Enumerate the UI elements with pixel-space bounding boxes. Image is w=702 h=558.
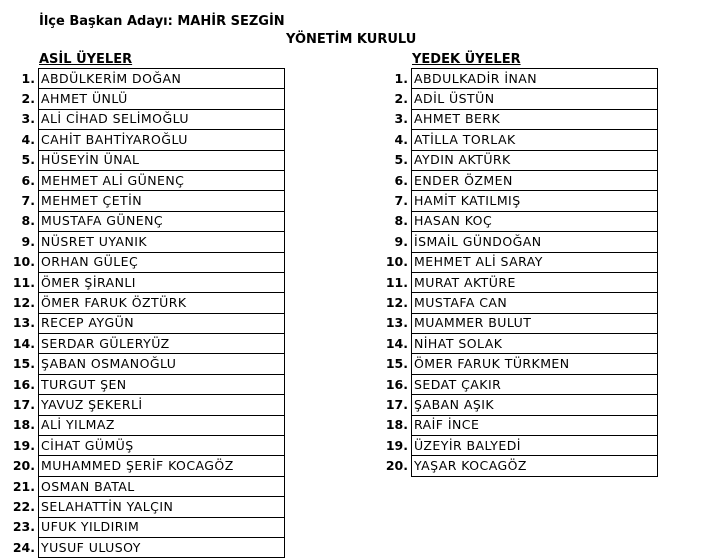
member-name: HASAN KOÇ	[412, 211, 658, 231]
member-row	[4, 313, 285, 333]
member-name: ABDULKADİR İNAN	[412, 69, 658, 89]
member-number: 14.	[385, 335, 408, 351]
member-number: 2.	[394, 91, 408, 107]
member-number: 8.	[21, 213, 35, 229]
member-row	[377, 211, 658, 231]
member-number: 1.	[394, 70, 408, 86]
member-name: ENDER ÖZMEN	[412, 170, 658, 190]
member-name: MEHMET ÇETİN	[39, 191, 285, 211]
member-row	[4, 293, 285, 313]
member-number: 6.	[21, 172, 35, 188]
member-row	[4, 191, 285, 211]
member-row	[377, 69, 658, 89]
member-name: ŞABAN OSMANOĞLU	[39, 354, 285, 374]
member-number: 9.	[21, 233, 35, 249]
member-number: 7.	[21, 193, 35, 209]
member-row	[377, 89, 658, 109]
member-name: ADİL ÜSTÜN	[412, 89, 658, 109]
member-row	[377, 395, 658, 415]
member-number: 2.	[21, 91, 35, 107]
member-row	[4, 211, 285, 231]
member-name: MUHAMMED ŞERİF KOCAGÖZ	[39, 456, 285, 476]
member-row	[4, 395, 285, 415]
member-name: OSMAN BATAL	[39, 476, 285, 496]
member-name: NİHAT SOLAK	[412, 334, 658, 354]
member-number: 5.	[394, 152, 408, 168]
member-name: SELAHATTİN YALÇIN	[39, 497, 285, 517]
member-name: ÖMER ŞİRANLI	[39, 272, 285, 292]
member-number: 10.	[12, 254, 35, 270]
member-row	[4, 232, 285, 252]
member-name: ALİ CİHAD SELİMOĞLU	[39, 109, 285, 129]
member-name: MUSTAFA GÜNENÇ	[39, 211, 285, 231]
asil-members-header: ASİL ÜYELER	[39, 52, 133, 67]
member-name: SEDAT ÇAKIR	[412, 374, 658, 394]
member-name: ŞABAN AŞIK	[412, 395, 658, 415]
member-number: 7.	[394, 193, 408, 209]
member-number: 18.	[12, 417, 35, 433]
member-number: 19.	[12, 437, 35, 453]
member-name: SERDAR GÜLERYÜZ	[39, 334, 285, 354]
member-row	[377, 334, 658, 354]
member-number: 16.	[385, 376, 408, 392]
member-name: ÖMER FARUK TÜRKMEN	[412, 354, 658, 374]
member-name: CİHAT GÜMÜŞ	[39, 436, 285, 456]
member-name: AHMET BERK	[412, 109, 658, 129]
member-row	[4, 69, 285, 89]
member-number: 19.	[385, 437, 408, 453]
member-name: MEHMET ALİ GÜNENÇ	[39, 170, 285, 190]
member-row	[4, 517, 285, 537]
member-number: 24.	[12, 539, 35, 555]
member-row	[4, 150, 285, 170]
member-number: 16.	[12, 376, 35, 392]
member-number: 22.	[12, 498, 35, 514]
member-row	[377, 252, 658, 272]
member-row	[377, 456, 658, 476]
board-title: YÖNETİM KURULU	[286, 32, 417, 47]
member-name: YUSUF ULUSOY	[39, 537, 285, 557]
yedek-members-header: YEDEK ÜYELER	[412, 52, 521, 67]
member-row	[377, 374, 658, 394]
member-number: 3.	[21, 111, 35, 127]
member-number: 4.	[21, 131, 35, 147]
member-row	[4, 130, 285, 150]
member-row	[4, 456, 285, 476]
member-row	[377, 272, 658, 292]
member-row	[4, 374, 285, 394]
member-row	[377, 293, 658, 313]
asil-members-table	[4, 68, 285, 558]
member-name: AHMET ÜNLÜ	[39, 89, 285, 109]
member-number: 20.	[385, 458, 408, 474]
member-number: 6.	[394, 172, 408, 188]
member-row	[377, 232, 658, 252]
member-row	[4, 354, 285, 374]
member-name: RAİF İNCE	[412, 415, 658, 435]
member-name: TURGUT ŞEN	[39, 374, 285, 394]
member-number: 11.	[385, 274, 408, 290]
member-name: ALİ YILMAZ	[39, 415, 285, 435]
yedek-members-table	[377, 68, 658, 477]
member-number: 9.	[394, 233, 408, 249]
member-number: 15.	[385, 356, 408, 372]
member-name: ATİLLA TORLAK	[412, 130, 658, 150]
member-row	[377, 170, 658, 190]
member-number: 17.	[12, 396, 35, 412]
member-number: 11.	[12, 274, 35, 290]
member-number: 10.	[385, 254, 408, 270]
member-number: 4.	[394, 131, 408, 147]
member-number: 20.	[12, 458, 35, 474]
member-name: MUSTAFA CAN	[412, 293, 658, 313]
member-number: 21.	[12, 478, 35, 494]
member-row	[4, 272, 285, 292]
member-name: CAHİT BAHTİYAROĞLU	[39, 130, 285, 150]
member-name: İSMAİL GÜNDOĞAN	[412, 232, 658, 252]
member-row	[4, 415, 285, 435]
member-row	[4, 109, 285, 129]
member-number: 14.	[12, 335, 35, 351]
member-row	[377, 191, 658, 211]
member-row	[4, 170, 285, 190]
member-name: YAVUZ ŞEKERLİ	[39, 395, 285, 415]
member-row	[377, 436, 658, 456]
member-number: 5.	[21, 152, 35, 168]
member-row	[377, 150, 658, 170]
member-name: RECEP AYGÜN	[39, 313, 285, 333]
member-number: 23.	[12, 519, 35, 535]
member-row	[377, 415, 658, 435]
member-number: 18.	[385, 417, 408, 433]
member-name: MURAT AKTÜRE	[412, 272, 658, 292]
member-name: MEHMET ALİ SARAY	[412, 252, 658, 272]
member-number: 12.	[12, 294, 35, 310]
member-number: 13.	[12, 315, 35, 331]
member-row	[4, 334, 285, 354]
member-name: HAMİT KATILMIŞ	[412, 191, 658, 211]
member-name: ÖMER FARUK ÖZTÜRK	[39, 293, 285, 313]
member-number: 13.	[385, 315, 408, 331]
member-name: HÜSEYİN ÜNAL	[39, 150, 285, 170]
member-row	[4, 252, 285, 272]
member-row	[377, 313, 658, 333]
member-row	[4, 497, 285, 517]
member-number: 1.	[21, 70, 35, 86]
member-row	[4, 476, 285, 496]
member-number: 17.	[385, 396, 408, 412]
member-row	[4, 537, 285, 557]
member-row	[4, 89, 285, 109]
member-name: AYDIN AKTÜRK	[412, 150, 658, 170]
member-row	[4, 436, 285, 456]
member-name: ÜZEYİR BALYEDİ	[412, 436, 658, 456]
member-name: NÜSRET UYANIK	[39, 232, 285, 252]
member-number: 15.	[12, 356, 35, 372]
member-name: YAŞAR KOCAGÖZ	[412, 456, 658, 476]
member-row	[377, 354, 658, 374]
member-number: 8.	[394, 213, 408, 229]
member-name: ORHAN GÜLEÇ	[39, 252, 285, 272]
member-number: 12.	[385, 294, 408, 310]
member-name: ABDÜLKERİM DOĞAN	[39, 69, 285, 89]
member-row	[377, 109, 658, 129]
candidate-line: İlçe Başkan Adayı: MAHİR SEZGİN	[39, 14, 285, 29]
member-number: 3.	[394, 111, 408, 127]
member-name: MUAMMER BULUT	[412, 313, 658, 333]
member-row	[377, 130, 658, 150]
member-name: UFUK YILDIRIM	[39, 517, 285, 537]
